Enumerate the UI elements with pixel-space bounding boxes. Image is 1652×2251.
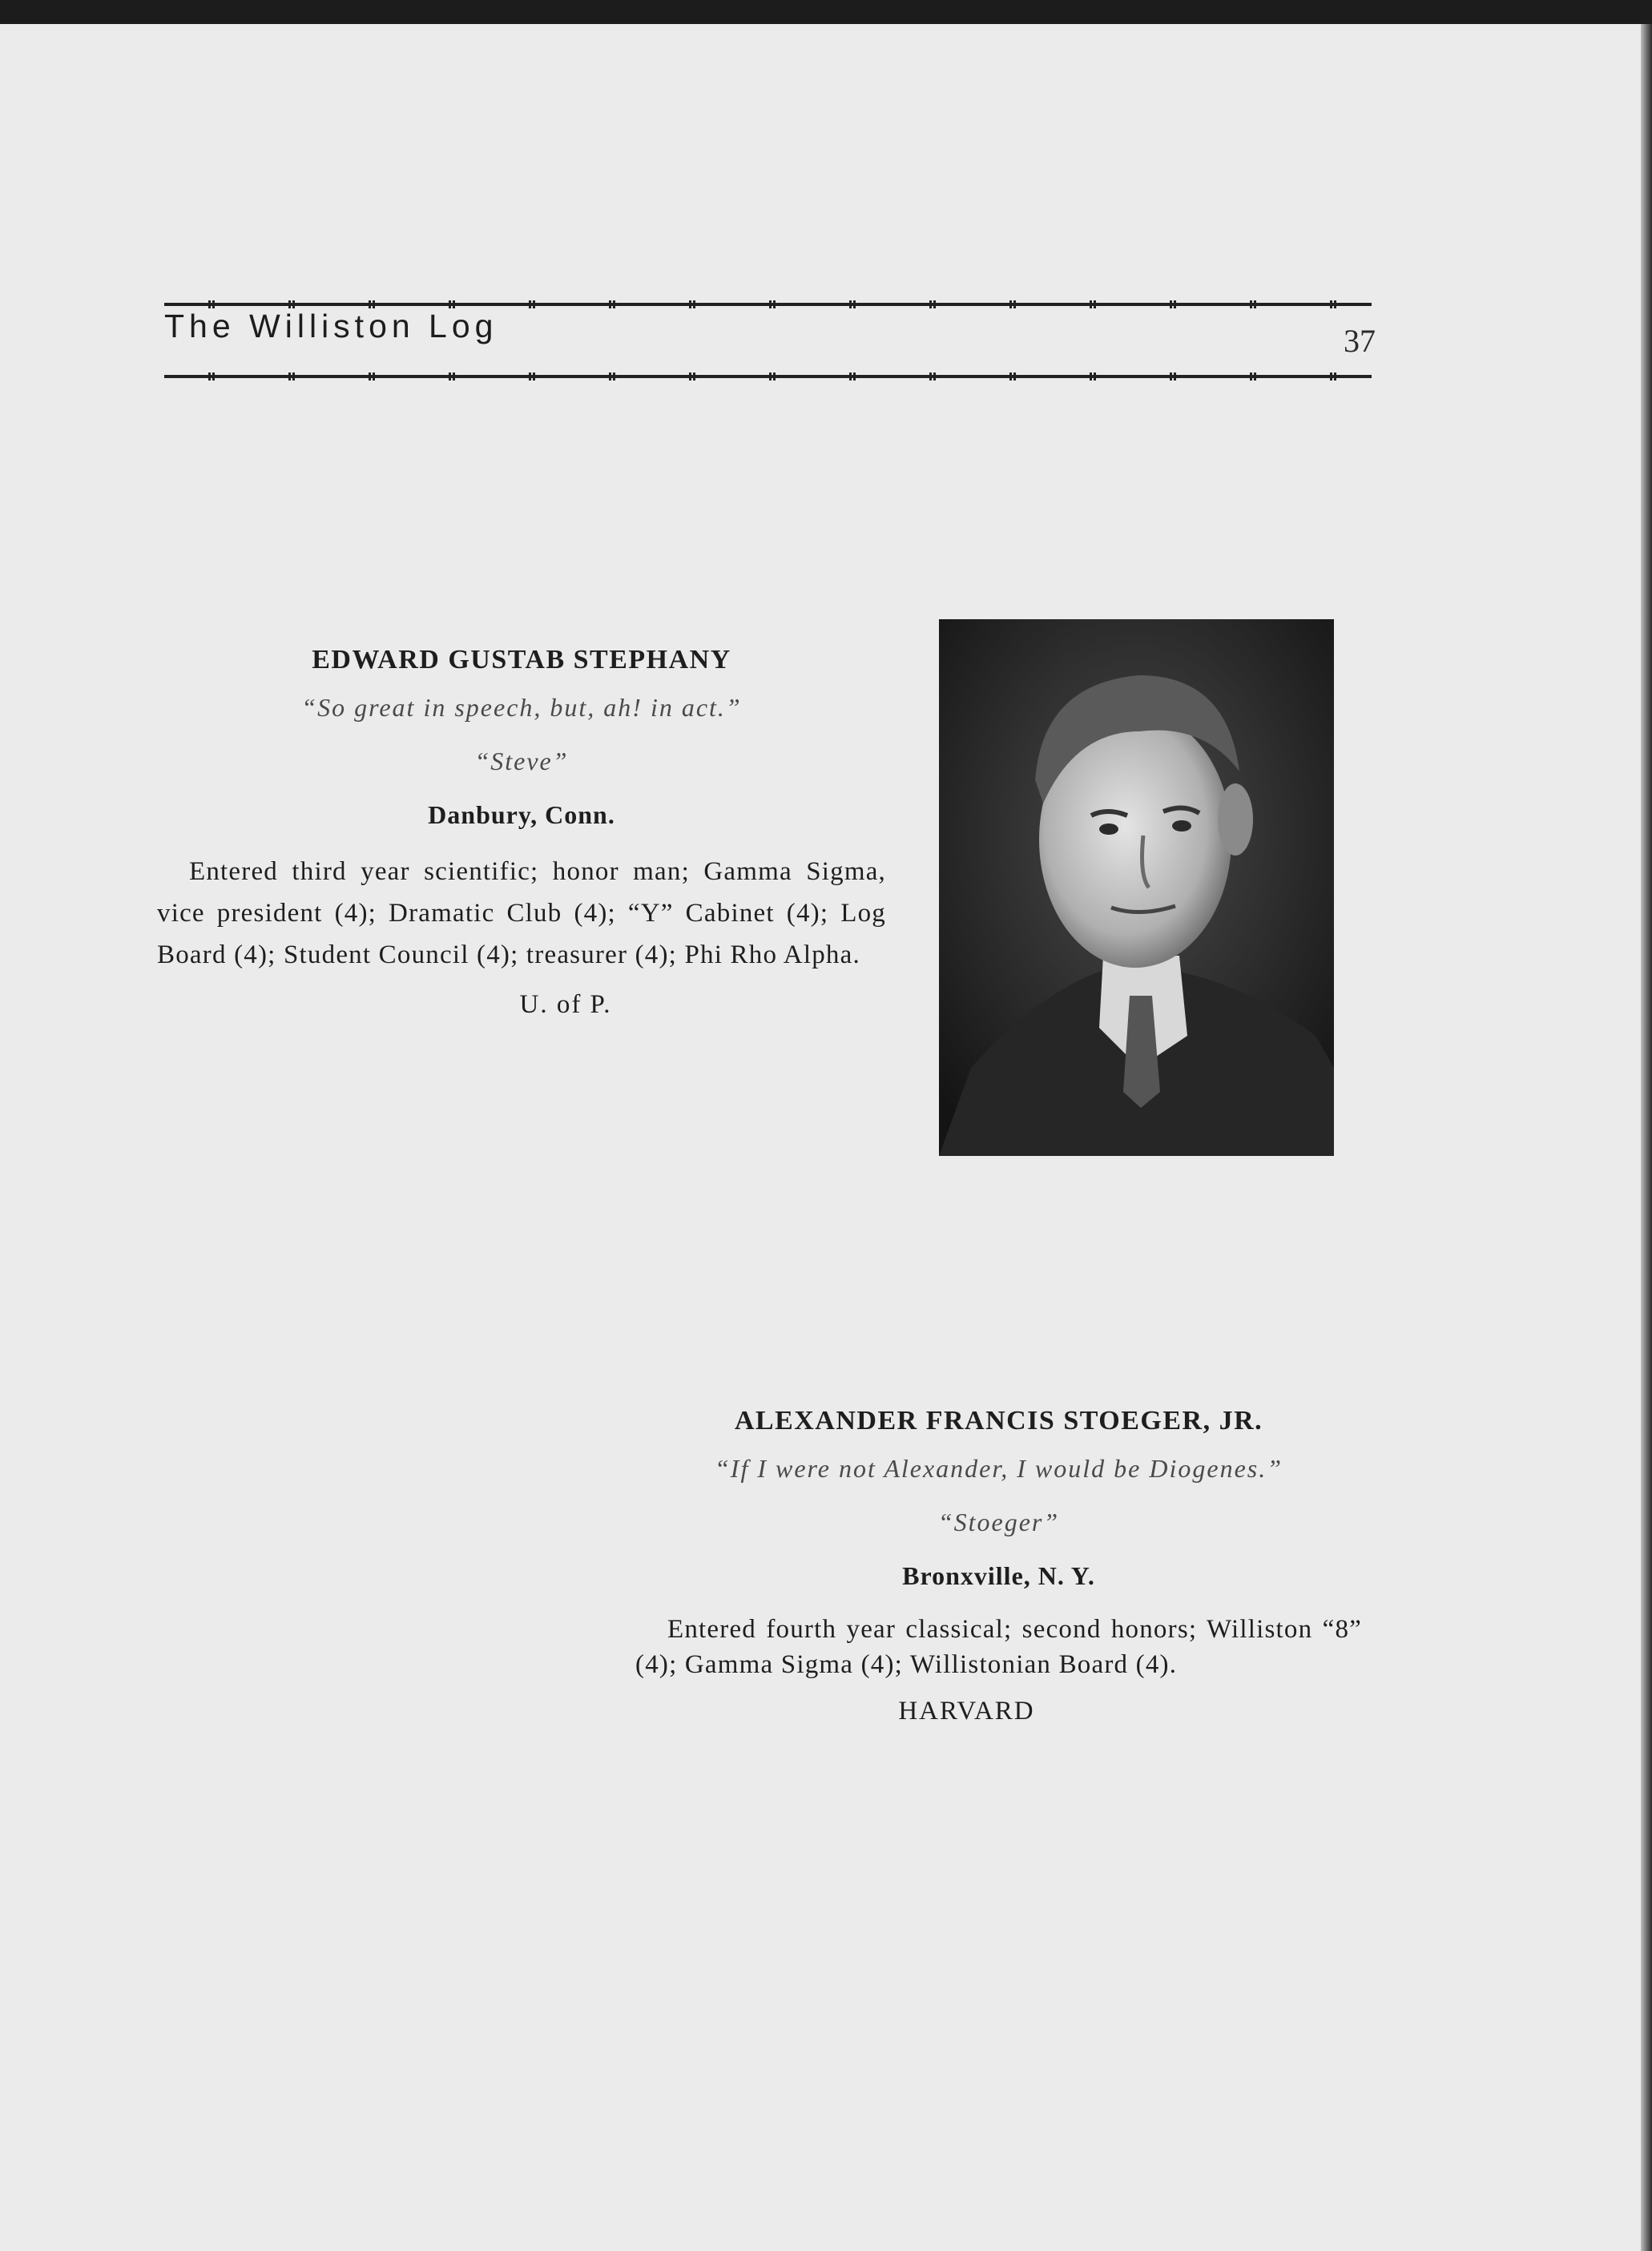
page-edge [1641, 24, 1652, 2251]
student-nickname: “Steve” [474, 747, 569, 775]
student-hometown: Danbury, Conn. [428, 800, 615, 829]
student-nickname: “Stoeger” [937, 1508, 1060, 1536]
student-name: EDWARD GUSTAB STEPHANY [312, 645, 731, 674]
page-number: 37 [1344, 323, 1376, 359]
student-quote: “If I were not Alexander, I would be Diogenes.” [714, 1454, 1283, 1483]
senior-entry-stoeger [635, 1406, 1362, 1726]
yearbook-page [0, 24, 1641, 2251]
student-quote: “So great in speech, but, ah! in act.” [301, 693, 742, 722]
header-rule-bottom [164, 372, 1372, 381]
student-bio: Entered fourth year classical; second honors; Williston “8” (4); Gamma Sigma (4); Willistonian Board (4). [635, 1615, 1362, 1679]
senior-entry-stephany [157, 645, 886, 1020]
student-bio: Entered third year scientific; honor man; Gamma Sigma, vice president (4); Dramatic Club (4); “Y” Cabinet (4); Log Board (4); Student Council (4); treasurer (4); Phi Rho Alpha. [157, 857, 886, 969]
student-name: ALEXANDER FRANCIS STOEGER, JR. [734, 1406, 1263, 1436]
student-college: U. of P. [519, 990, 612, 1019]
portrait-photo [939, 619, 1334, 1156]
student-hometown: Bronxville, N. Y. [902, 1561, 1095, 1590]
student-college: HARVARD [898, 1697, 1035, 1725]
running-title: The Williston Log [164, 308, 498, 344]
